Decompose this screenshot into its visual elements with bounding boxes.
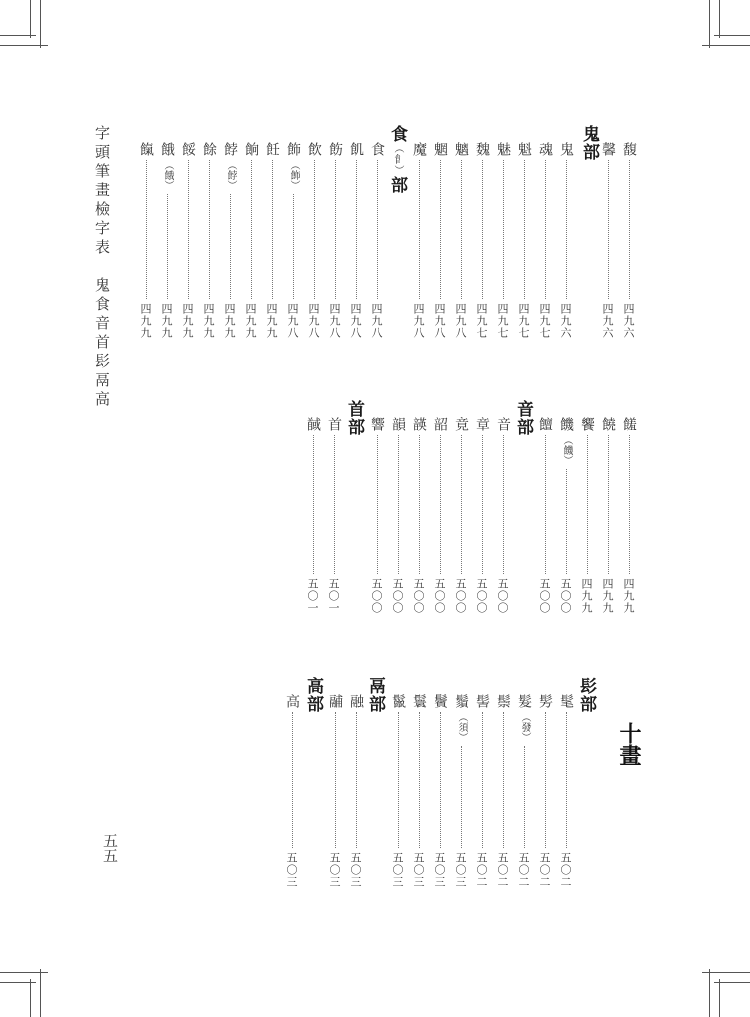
dot-leader [398,712,399,848]
dot-leader [440,435,441,574]
entry-page-number: 四九八 [454,303,467,339]
entry-page-number: 四九九 [160,303,173,339]
dot-leader [440,160,441,299]
dot-leader [482,160,483,299]
entry-character: 魍 [432,142,448,156]
dot-leader [566,469,567,574]
crop-mark [719,0,720,38]
entry-page-number: 四九八 [328,303,341,339]
entry-page-number: 五〇一 [327,578,340,614]
entry-page-number: 四九九 [601,578,614,614]
dot-leader [482,712,483,848]
dot-leader [356,160,357,299]
radical-heading-shou: 首部 [344,400,364,436]
entry-character: 魔 [411,142,427,156]
dot-leader [524,746,525,848]
entry-page-number: 五〇〇 [475,578,488,614]
dot-leader [356,712,357,848]
entry-character: 魂 [537,142,553,156]
entry-character: 餓 [159,142,175,156]
entry-page-number: 五〇三 [328,852,341,888]
entry-page-number: 四九七 [475,303,488,339]
entry-page-number: 五〇三 [391,852,404,888]
crop-mark [30,979,31,1017]
dot-leader [629,160,630,299]
entry-page-number: 五〇二 [475,852,488,888]
entry-character: 食 [369,142,385,156]
entry-character: 韺 [411,417,427,431]
entry-character: 首 [326,417,342,431]
entry-page-number: 四九九 [139,303,152,339]
dot-leader [524,160,525,299]
stroke-count-heading: 十畫 [616,722,642,766]
crop-mark [40,969,41,1017]
entry-character: 飪 [264,142,280,156]
dot-leader [503,435,504,574]
radical-heading-gui: 鬼部 [579,125,599,161]
crop-mark [709,969,710,1017]
radical-heading-yin: 音部 [513,400,533,436]
crop-mark [40,0,41,48]
dot-leader [188,160,189,299]
page-number: 五五 [101,833,119,863]
radical-heading-shi-char: 食 [387,125,407,143]
dot-leader [587,435,588,574]
entry-page-number: 五〇〇 [370,578,383,614]
dot-leader [335,712,336,848]
dot-leader [398,435,399,574]
entry-character: 鬚 [453,694,469,708]
dot-leader [335,160,336,299]
radical-heading-shi-label: 部 [387,176,407,194]
dot-leader [314,160,315,299]
dot-leader [272,160,273,299]
dot-leader [167,194,168,299]
dot-leader [419,160,420,299]
entry-page-number: 四九九 [181,303,194,339]
entry-character: 饒 [600,417,616,431]
entry-character: 魑 [453,142,469,156]
entry-character: 鬴 [327,694,343,708]
entry-page-number: 五〇〇 [391,578,404,614]
entry-page-number: 四九八 [286,303,299,339]
entry-page-number: 四九九 [202,303,215,339]
entry-character: 饑 [558,417,574,431]
entry-page-number: 四九八 [370,303,383,339]
entry-character: 飢 [348,142,364,156]
entry-character: 飭 [327,142,343,156]
dot-leader [566,712,567,848]
entry-character: 馥 [621,142,637,156]
entry-page-number: 五〇二 [517,852,530,888]
entry-page-number: 四九九 [622,578,635,614]
radical-heading-li: 鬲部 [365,677,385,713]
entry-character: 魁 [516,142,532,156]
entry-page-number: 四九六 [601,303,614,339]
entry-character: 響 [369,417,385,431]
entry-page-number: 五〇三 [433,852,446,888]
entry-page-number: 四九九 [580,578,593,614]
entry-character: 髦 [558,694,574,708]
dot-leader [334,435,335,574]
dot-leader [230,194,231,299]
radical-heading-biao: 髟部 [576,677,596,713]
dot-leader [377,435,378,574]
crop-mark [30,0,31,38]
dot-leader [461,746,462,848]
dot-leader [146,160,147,299]
entry-character: 韻 [390,417,406,431]
entry-page-number: 四九九 [244,303,257,339]
dot-leader [293,194,294,299]
crop-mark [719,979,720,1017]
entry-character: 鬣 [390,694,406,708]
entry-character: 馘 [305,417,321,431]
entry-variant: （發） [519,712,530,742]
entry-page-number: 四九八 [433,303,446,339]
entry-page-number: 四九八 [349,303,362,339]
entry-character: 飲 [306,142,322,156]
entry-character: 竟 [453,417,469,431]
entry-character: 飾 [285,142,301,156]
entry-character: 饗 [579,417,595,431]
dot-leader [209,160,210,299]
entry-page-number: 五〇〇 [538,578,551,614]
dot-leader [419,435,420,574]
entry-character: 餉 [243,142,259,156]
dot-leader [313,435,314,574]
entry-page-number: 五〇〇 [412,578,425,614]
entry-character: 鬢 [432,694,448,708]
entry-variant: （餑） [225,160,236,190]
dot-leader [461,435,462,574]
entry-character: 魏 [474,142,490,156]
entry-character: 馨 [600,142,616,156]
entry-character: 饘 [537,417,553,431]
entry-page-number: 五〇二 [496,852,509,888]
entry-page-number: 五〇〇 [433,578,446,614]
dot-leader [251,160,252,299]
dot-leader [419,712,420,848]
entry-character: 餒 [180,142,196,156]
entry-variant: （餓） [162,160,173,190]
entry-character: 融 [348,694,364,708]
crop-mark [709,0,710,48]
entry-page-number: 五〇〇 [454,578,467,614]
entry-page-number: 四九八 [412,303,425,339]
dot-leader [292,712,293,848]
entry-page-number: 五〇〇 [559,578,572,614]
entry-page-number: 四九八 [307,303,320,339]
dot-leader [377,160,378,299]
entry-character: 饈 [621,417,637,431]
entry-page-number: 五〇三 [285,852,298,888]
entry-character: 高 [284,694,300,708]
entry-character: 韶 [432,417,448,431]
entry-character: 章 [474,417,490,431]
entry-variant: （須） [456,712,467,742]
radical-heading-shi-variant: （⻞） [392,143,403,176]
dot-leader [503,160,504,299]
entry-page-number: 四九六 [559,303,572,339]
entry-character: 音 [495,417,511,431]
entry-page-number: 四九七 [538,303,551,339]
radical-heading-gao: 高部 [303,677,323,713]
dot-leader [482,435,483,574]
entry-character: 鬟 [411,694,427,708]
entry-page-number: 四九九 [223,303,236,339]
dot-leader [461,160,462,299]
entry-page-number: 五〇三 [349,852,362,888]
entry-page-number: 五〇〇 [496,578,509,614]
entry-page-number: 五〇三 [412,852,425,888]
entry-page-number: 五〇三 [454,852,467,888]
dot-leader [566,160,567,299]
entry-page-number: 五〇二 [538,852,551,888]
entry-page-number: 四九九 [265,303,278,339]
dot-leader [629,435,630,574]
entry-character: 餑 [222,142,238,156]
entry-page-number: 四九七 [496,303,509,339]
entry-character: 髻 [474,694,490,708]
dot-leader [440,712,441,848]
entry-variant: （饑） [561,435,572,465]
running-head: 字頭筆畫檢字表 鬼食音首髟鬲高 [93,125,111,410]
dot-leader [608,160,609,299]
entry-character: 髣 [537,694,553,708]
entry-variant: （飾） [288,160,299,190]
entry-character: 鬃 [495,694,511,708]
dot-leader [608,435,609,574]
entry-page-number: 五〇二 [559,852,572,888]
entry-character: 餘 [201,142,217,156]
entry-character: 餼 [138,142,154,156]
entry-character: 鬼 [558,142,574,156]
entry-character: 魅 [495,142,511,156]
dot-leader [545,712,546,848]
entry-character: 髮 [516,694,532,708]
entry-page-number: 四九七 [517,303,530,339]
entry-page-number: 四九六 [622,303,635,339]
radical-heading-shi [388,125,405,194]
dot-leader [545,160,546,299]
dot-leader [503,712,504,848]
dot-leader [545,435,546,574]
entry-page-number: 五〇一 [306,578,319,614]
